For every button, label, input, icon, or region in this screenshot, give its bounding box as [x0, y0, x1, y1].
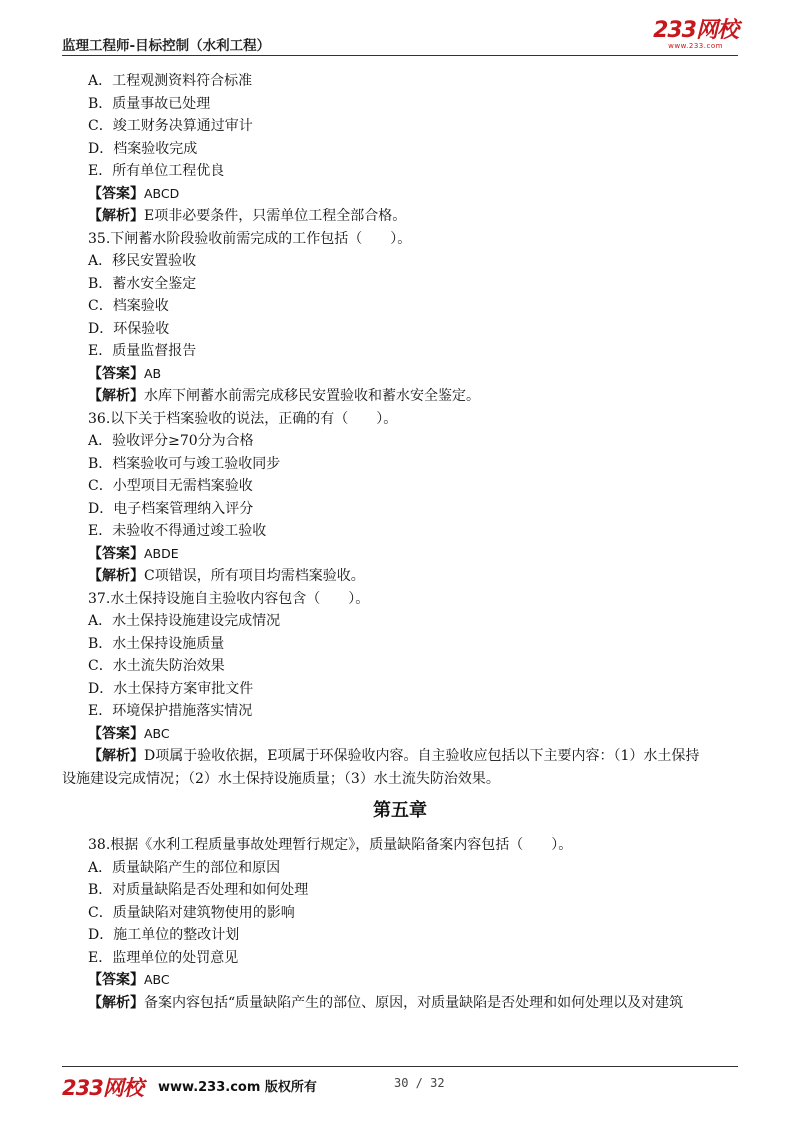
logo-url: www.233.com	[668, 42, 723, 50]
explanation-tag: 【解析】	[88, 568, 144, 584]
option-line: B．对质量缺陷是否处理和如何处理	[88, 882, 309, 898]
answer-line	[62, 723, 738, 746]
option-line: A．质量缺陷产生的部位和原因	[88, 859, 281, 876]
footer-divider	[62, 1066, 738, 1067]
option-line: A．验收评分≥70分为合格	[88, 433, 254, 449]
option-line: E．所有单位工程优良	[88, 163, 225, 179]
option-line: E．未验收不得通过竣工验收	[88, 523, 267, 539]
footer-logo: 233网校	[62, 1076, 143, 1100]
question-stem: 35.下闸蓄水阶段验收前需完成的工作包括（ ）。	[88, 230, 412, 247]
question-stem: 37.水土保持设施自主验收内容包含（ ）。	[88, 590, 370, 607]
option-line: B．蓄水安全鉴定	[88, 275, 197, 292]
answer-tag: 【答案】	[88, 365, 144, 382]
option-line: C．质量缺陷对建筑物使用的影响	[88, 904, 295, 921]
page-header	[62, 18, 738, 58]
explanation-text: E项非必要条件，只需单位工程全部合格。	[144, 208, 407, 224]
document-title: 监理工程师-目标控制（水利工程）	[62, 38, 271, 54]
answer-tag: 【答案】	[88, 972, 144, 988]
answer-line	[62, 183, 738, 206]
answer-tag: 【答案】	[88, 185, 144, 202]
option-line: A．移民安置验收	[88, 253, 197, 269]
chapter-heading: 第五章	[373, 800, 427, 821]
explanation-tag: 【解析】	[88, 748, 144, 764]
answer-tag: 【答案】	[88, 545, 144, 562]
answer-value: AB	[144, 365, 162, 381]
explanation-text: D项属于验收依据，E项属于环保验收内容。自主验收应包括以下主要内容：（1）水土保持	[144, 748, 700, 764]
option-line: E．监理单位的处罚意见	[88, 949, 239, 966]
page-footer	[62, 1066, 738, 1102]
option-line: D．水土保持方案审批文件	[88, 680, 254, 697]
option-line: A．工程观测资料符合标准	[88, 73, 253, 89]
explanation-tag: 【解析】	[88, 388, 144, 404]
explanation-text: 水库下闸蓄水前需完成移民安置验收和蓄水安全鉴定。	[144, 388, 480, 404]
question-stem: 36.以下关于档案验收的说法，正确的有（ ）。	[88, 410, 398, 427]
explanation-text: C项错误，所有项目均需档案验收。	[144, 568, 365, 584]
question-stem: 38.根据《水利工程质量事故处理暂行规定》，质量缺陷备案内容包括（ ）。	[88, 837, 573, 853]
explanation-line	[62, 385, 738, 408]
brand-logo	[653, 20, 738, 51]
option-line: E．质量监督报告	[88, 343, 197, 359]
option-line: C．竣工财务决算通过审计	[88, 118, 253, 134]
option-line: B．档案验收可与竣工验收同步	[88, 455, 281, 472]
option-line: A．水土保持设施建设完成情况	[88, 613, 281, 629]
explanation-tag: 【解析】	[88, 994, 144, 1011]
option-line: C．水土流失防治效果	[88, 658, 225, 674]
page-number: 30 / 32	[394, 1076, 445, 1090]
option-line: D．环保验收	[88, 320, 170, 337]
answer-value: ABCD	[144, 185, 180, 201]
footer-copyright: www.233.com 版权所有	[158, 1080, 317, 1095]
option-line: D．档案验收完成	[88, 140, 198, 157]
explanation-line	[62, 745, 738, 768]
option-line: D．电子档案管理纳入评分	[88, 500, 254, 517]
explanation-line	[62, 565, 738, 588]
logo-text: 233网校	[653, 18, 738, 43]
answer-value: ABDE	[144, 545, 179, 561]
page-content	[62, 70, 738, 1014]
option-line: B．水土保持设施质量	[88, 635, 225, 652]
option-line: C．档案验收	[88, 298, 169, 314]
header-divider	[62, 55, 738, 56]
answer-tag: 【答案】	[88, 725, 144, 742]
explanation-line	[62, 205, 738, 228]
answer-line	[62, 543, 738, 566]
explanation-text: 备案内容包括“质量缺陷产生的部位、原因，对质量缺陷是否处理和如何处理以及对建筑	[144, 994, 684, 1011]
answer-line	[62, 363, 738, 386]
option-line: C．小型项目无需档案验收	[88, 478, 253, 494]
answer-line	[62, 969, 738, 992]
option-line: B．质量事故已处理	[88, 95, 211, 112]
explanation-line	[62, 992, 738, 1015]
explanation-tag: 【解析】	[88, 208, 144, 224]
explanation-continuation: 设施建设完成情况；（2）水土保持设施质量；（3）水土流失防治效果。	[62, 770, 500, 787]
answer-value: ABC	[144, 725, 170, 741]
option-line: D．施工单位的整改计划	[88, 927, 240, 943]
answer-value: ABC	[144, 972, 170, 987]
option-line: E．环境保护措施落实情况	[88, 703, 253, 719]
